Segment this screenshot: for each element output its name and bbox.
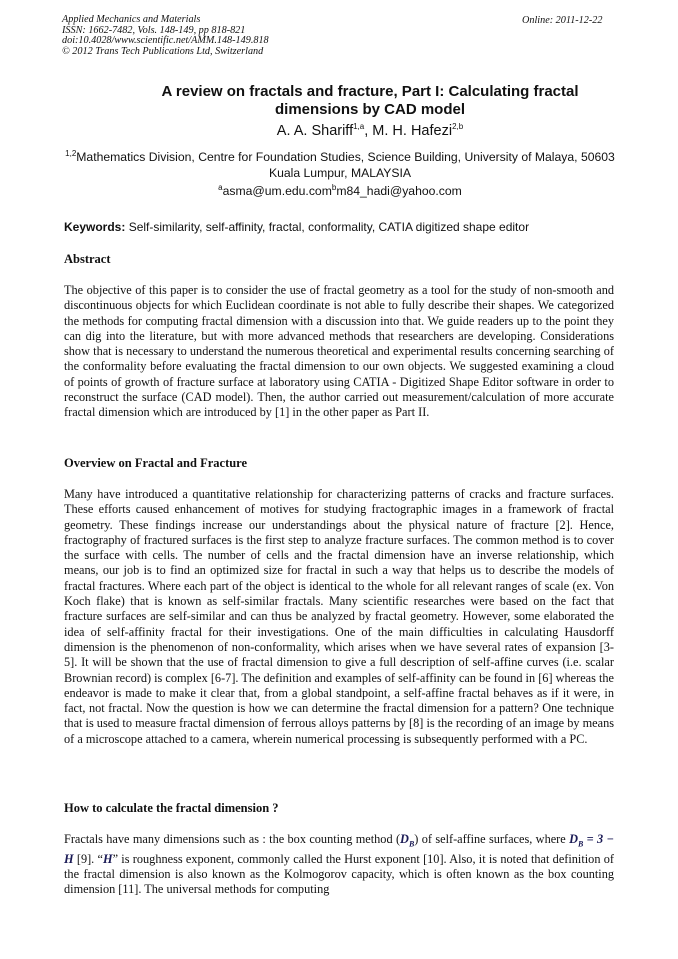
issn-line: ISSN: 1662-7482, Vols. 148-149, pp 818-821	[62, 24, 246, 36]
math-sub-b: B	[408, 839, 415, 849]
author-1-sup: 1,a	[353, 122, 365, 132]
author-2-name: M. H. Hafezi	[372, 123, 453, 139]
author-separator: ,	[364, 123, 373, 139]
howto-part-4: ” is roughness exponent, commonly called the Hurst exponent [10]. Also, it is noted that definition of the fractal dimension is also known as the Kolmogorov capacity, which is often known as the box counting dimension [11]. The universal methods for computing	[64, 851, 614, 897]
author-line	[130, 123, 610, 139]
abstract-text: The objective of this paper is to consider the use of fractal geometry as a tool for the study of non-smooth and discontinuous objects for which Euclidean coordinate is not able to fully describe their shapes. We categorized the methods for computing fractal dimension with a discussion into that. We guide readers up to the point they can dig into the literature, but with more advanced methods that researchers are developing. Considerations show that is necessary to understand the numerous theoretical and experimental results concerning searching of the conformality before evaluating the fractal dimension to our own objects. We suggested examining a cloud of points of growth of fracture surface at laboratory using CATIA - Digitized Shape Editor software in order to reconstruct the surface (CAD model). Then, the author carried out measurement/calculation of more accurate fractal dimension which are introduced by [1] in the other paper as Part II.	[64, 283, 614, 420]
email-b-sup: b	[331, 182, 337, 192]
email-a[interactable]: asma@um.edu.com	[222, 184, 332, 198]
formula-rest: = 3 − H	[64, 832, 614, 866]
keywords-text: Self-similarity, self-affinity, fractal, conformality, CATIA digitized shape editor	[125, 220, 530, 234]
author-1-name: A. A. Shariff	[276, 123, 354, 139]
overview-heading: Overview on Fractal and Fracture	[64, 456, 248, 470]
affiliation-text: Mathematics Division, Centre for Foundation Studies, Science Building, University of Malaya, 50603 Kuala Lumpur, MALAYSIA	[76, 150, 615, 180]
email-a-sup: a	[218, 182, 223, 192]
overview-text: Many have introduced a quantitative relationship for characterizing patterns of cracks and fracture surfaces. These efforts caused enhancement of motives for studying fractographic images in a framework of fractal geometry. These findings increase our understandings about the physical nature of fracture [2]. Hence, fractography of fractured surfaces is the first step to analyze fracture surfaces. The common method is to cover the surface with cells. The number of cells and the fractal dimension have an inverse relationship, which means, our job is to find an optimized size for fractal in such a way that helps us to describe the models of fractal fractures. Where each part of the object is identical to the whole for all relevant ranges of scale (ex. Von Koch flake) that is known as self-similar fractals. Many scientific researches were based on the fact that fracture surfaces are self-similar and can thus be analyzed by fractal geometry. However, some elaborated the idea of self-affinity fractal for their investigations. One of the main difficulties in calculating Hausdorff dimension is the phenomenon of non-conformality, which arises when we have several rates of expansion [3-5]. It will be shown that the use of fractal dimension to give a full description of self-affine curves (i.e. scalar Brownian record) is complex [6-7]. The definition and examples of self-affinity can be found in [6] whereas the endeavor is made to make it clear that, from a global standpoint, a self-affine fractal behaves as if it were, in fact, not fractal. Now the question is how we can determine the fractal dimension for a pattern? One technique that is used to measure fractal dimension of ferrous alloys patterns by [8] is the recording of an image by means of a microscope attached to a camera, wherein numerical processing is subsequently performed with a PC.	[64, 487, 614, 746]
email-b[interactable]: m84_hadi@yahoo.com	[336, 184, 462, 198]
keywords	[64, 220, 624, 234]
author-2-sup: 2,b	[452, 122, 464, 132]
keywords-label: Keywords:	[64, 220, 126, 234]
doi-line: doi:10.4028/www.scientific.net/AMM.148-149.818	[62, 35, 269, 47]
box-dimension-symbol	[400, 832, 415, 849]
howto-part-2: ) of self-affine surfaces, where	[414, 832, 570, 846]
howto-text	[64, 832, 614, 898]
journal-header	[62, 15, 269, 57]
hurst-symbol: H	[103, 851, 113, 866]
howto-heading: How to calculate the fractal dimension ?	[64, 801, 279, 815]
formula-sub-b: B	[577, 839, 584, 849]
journal-name: Applied Mechanics and Materials	[62, 14, 201, 25]
howto-part-1: Fractals have many dimensions such as : the box counting method (	[64, 832, 401, 846]
howto-part-3: [9]. “	[73, 851, 103, 866]
abstract-heading: Abstract	[64, 252, 111, 266]
formula-d: D	[569, 832, 578, 846]
online-date: Online: 2011-12-22	[522, 15, 603, 26]
email-line	[62, 184, 618, 198]
paper-title: A review on fractals and fracture, Part I: Calculating fractal dimensions by CAD model	[161, 83, 579, 118]
affiliation-sup: 1,2	[65, 148, 77, 158]
copyright-line: © 2012 Trans Tech Publications Ltd, Switzerland	[62, 45, 264, 57]
affiliation	[62, 150, 618, 181]
math-d: D	[400, 832, 409, 846]
